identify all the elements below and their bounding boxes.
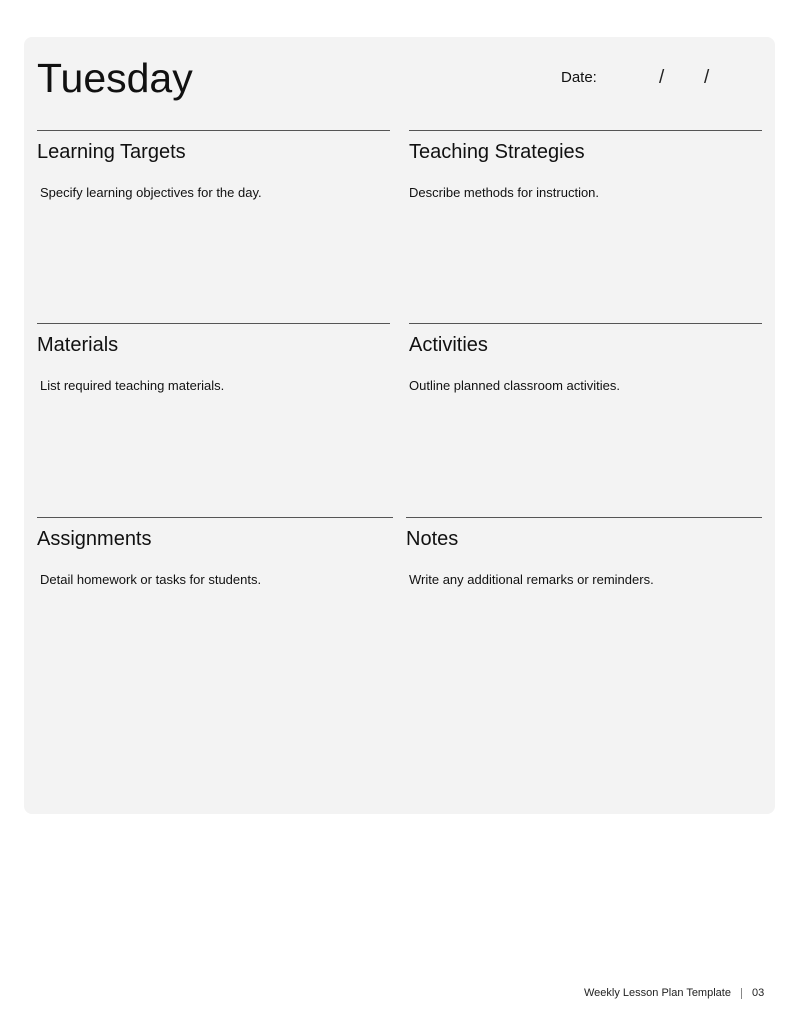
section-assignments <box>37 517 393 587</box>
section-heading: Notes <box>406 528 459 550</box>
section-description: Describe methods for instruction. <box>409 185 600 200</box>
section-activities <box>409 323 762 393</box>
page-footer <box>584 987 764 999</box>
section-heading: Activities <box>409 334 488 356</box>
section-notes <box>406 517 762 587</box>
divider <box>406 517 762 518</box>
date-separator: / <box>659 67 665 88</box>
divider <box>37 130 390 131</box>
divider <box>37 323 390 324</box>
section-description: Outline planned classroom activities. <box>409 378 620 393</box>
section-heading: Assignments <box>37 528 152 550</box>
divider <box>409 323 762 324</box>
page-title: Tuesday <box>37 55 193 101</box>
section-teaching-strategies <box>409 130 762 200</box>
section-learning-targets <box>37 130 390 200</box>
page-number: 03 <box>751 987 765 999</box>
section-heading: Learning Targets <box>37 141 186 163</box>
section-materials <box>37 323 390 393</box>
divider <box>37 517 393 518</box>
section-heading: Teaching Strategies <box>409 141 585 163</box>
date-label: Date: <box>561 69 597 86</box>
section-heading: Materials <box>37 334 119 356</box>
footer-document-title: Weekly Lesson Plan Template <box>584 987 731 999</box>
section-description: Write any additional remarks or reminders. <box>409 572 654 587</box>
section-description: List required teaching materials. <box>40 378 225 393</box>
footer-separator <box>741 988 742 999</box>
date-separator: / <box>704 67 710 88</box>
divider <box>409 130 762 131</box>
section-description: Specify learning objectives for the day. <box>40 185 262 200</box>
section-description: Detail homework or tasks for students. <box>40 572 262 587</box>
